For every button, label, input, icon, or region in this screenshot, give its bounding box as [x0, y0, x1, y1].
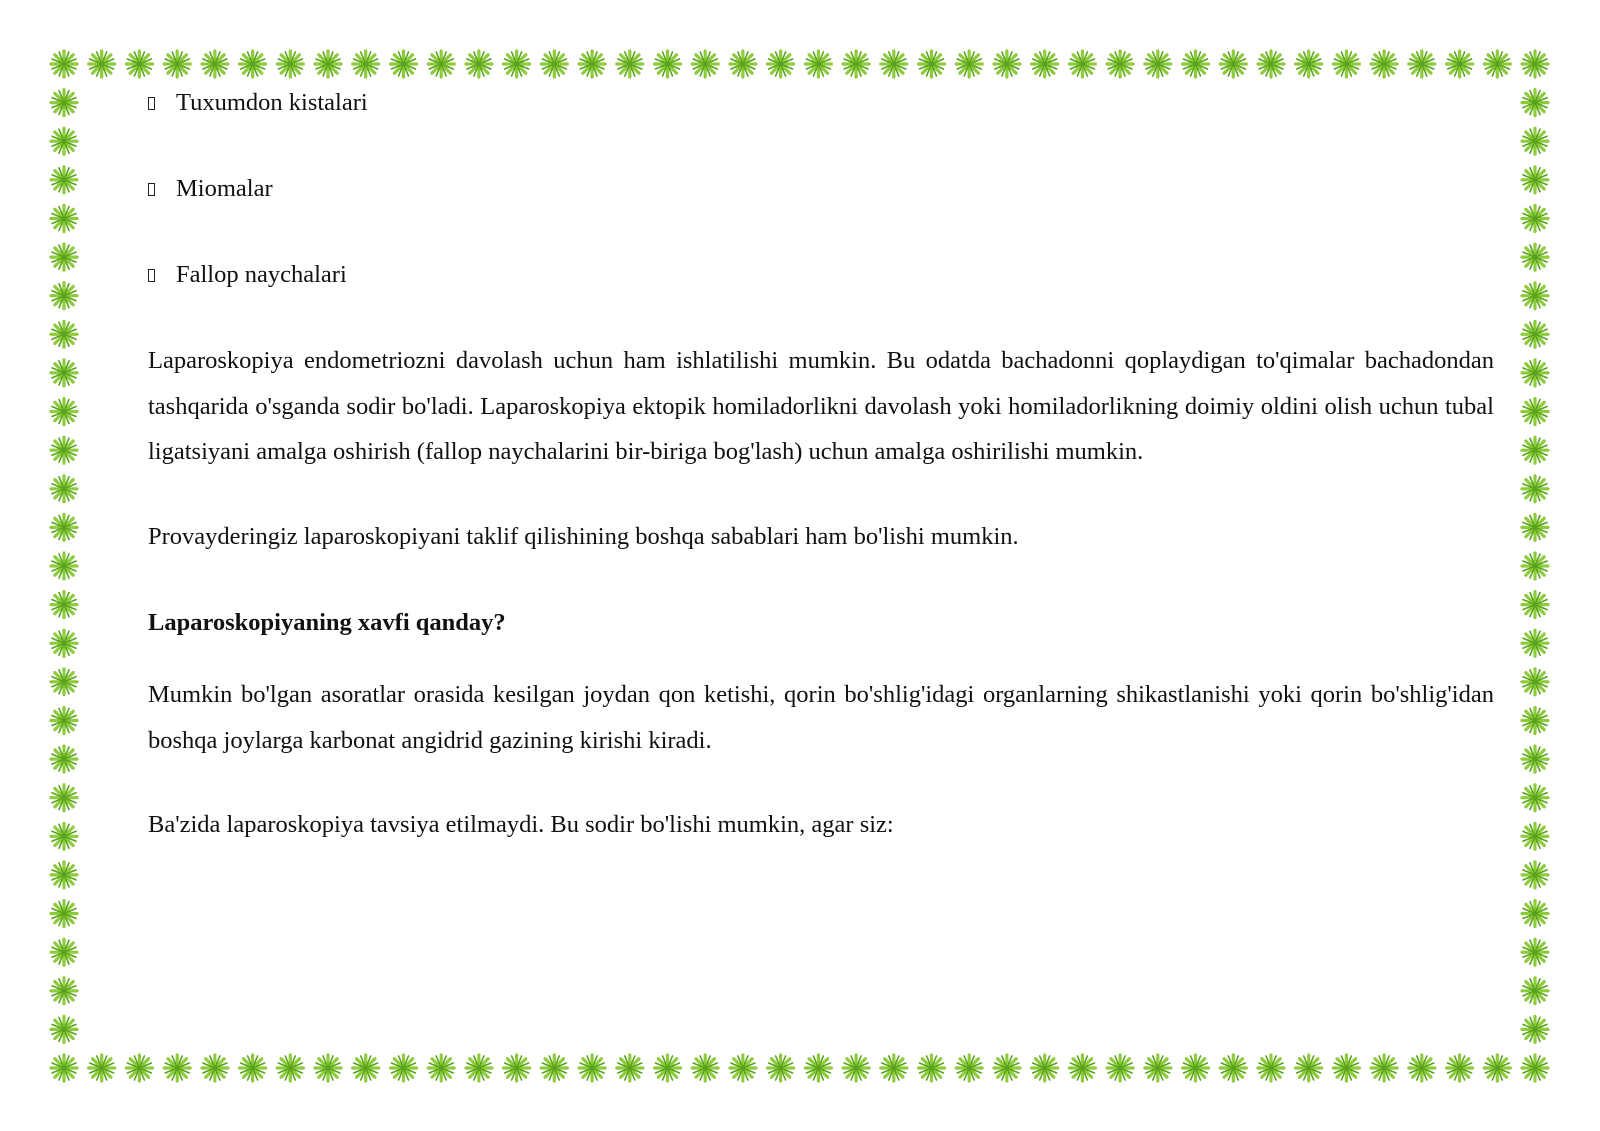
green-starburst-icon: [1409, 51, 1435, 77]
green-starburst-icon: [1484, 1055, 1510, 1081]
paragraph-endometriosis: Laparoskopiya endometriozni davolash uchun ham ishlatilishi mumkin. Bu odatda bachadonni qoplaydigan to'qimalar bachadondan tashqarida o'sganda sodir bo'ladi. Laparoskopiya ektopik homiladorlikni davolash yoki homiladorlikning doimiy oldini olish uchun tubal ligatsiyani amalga oshirish (fallop naychalarini bir-biriga bog'lash) uchun amalga oshirilishi mumkin.: [148, 347, 1494, 465]
green-starburst-icon: [805, 51, 831, 77]
bullet-text: Tuxumdon kistalari: [176, 89, 368, 116]
green-starburst-icon: [1296, 1055, 1322, 1081]
green-starburst-icon: [51, 823, 77, 849]
green-starburst-icon: [1522, 823, 1548, 849]
green-starburst-icon: [89, 51, 115, 77]
green-starburst-icon: [202, 51, 228, 77]
green-starburst-icon: [1522, 1055, 1548, 1081]
green-starburst-icon: [391, 51, 417, 77]
green-starburst-icon: [881, 1055, 907, 1081]
green-starburst-icon: [617, 1055, 643, 1081]
document-body: [148, 82, 1494, 848]
green-starburst-icon: [51, 901, 77, 927]
green-starburst-icon: [51, 708, 77, 734]
green-starburst-icon: [1522, 746, 1548, 772]
green-starburst-icon: [353, 51, 379, 77]
green-starburst-icon: [956, 51, 982, 77]
green-starburst-icon: [51, 746, 77, 772]
green-starburst-icon: [1107, 1055, 1133, 1081]
green-starburst-icon: [1409, 1055, 1435, 1081]
green-starburst-icon: [768, 51, 794, 77]
green-starburst-icon: [126, 51, 152, 77]
green-starburst-icon: [843, 51, 869, 77]
green-starburst-icon: [1484, 51, 1510, 77]
green-starburst-icon: [692, 1055, 718, 1081]
green-starburst-icon: [1258, 1055, 1284, 1081]
green-starburst-icon: [51, 167, 77, 193]
green-starburst-icon: [1522, 51, 1548, 77]
green-starburst-icon: [277, 51, 303, 77]
green-starburst-icon: [164, 1055, 190, 1081]
missing-glyph-bullet-icon: [148, 183, 155, 196]
green-starburst-icon: [655, 1055, 681, 1081]
green-starburst-icon: [1522, 592, 1548, 618]
green-starburst-icon: [1220, 51, 1246, 77]
green-starburst-icon: [51, 939, 77, 965]
green-starburst-icon: [428, 51, 454, 77]
green-starburst-icon: [1145, 51, 1171, 77]
green-starburst-icon: [466, 51, 492, 77]
green-starburst-icon: [881, 51, 907, 77]
green-starburst-icon: [51, 283, 77, 309]
green-starburst-icon: [1522, 321, 1548, 347]
bullet-item: [148, 168, 1494, 210]
green-starburst-icon: [51, 592, 77, 618]
green-starburst-icon: [51, 360, 77, 386]
green-starburst-icon: [1522, 90, 1548, 116]
bullet-item: [148, 82, 1494, 124]
green-starburst-icon: [1522, 128, 1548, 154]
green-starburst-icon: [51, 630, 77, 656]
green-starburst-icon: [1032, 51, 1058, 77]
green-starburst-icon: [1032, 1055, 1058, 1081]
green-starburst-icon: [1447, 51, 1473, 77]
bullet-item: [148, 254, 1494, 296]
green-starburst-icon: [51, 206, 77, 232]
paragraph-complications: Mumkin bo'lgan asoratlar orasida kesilgan joydan qon ketishi, qorin bo'shlig'idagi organlarning shikastlanishi yoki qorin bo'shlig'idan boshqa joylarga karbonat angidrid gazining kirishi kiradi.: [148, 681, 1494, 754]
green-starburst-icon: [51, 128, 77, 154]
green-starburst-icon: [1522, 630, 1548, 656]
green-starburst-icon: [504, 51, 530, 77]
green-starburst-icon: [1145, 1055, 1171, 1081]
green-starburst-icon: [919, 51, 945, 77]
green-starburst-icon: [428, 1055, 454, 1081]
green-starburst-icon: [805, 1055, 831, 1081]
green-starburst-icon: [1447, 1055, 1473, 1081]
green-starburst-icon: [919, 1055, 945, 1081]
section-heading-risks: Laparoskopiyaning xavfi qanday?: [148, 609, 506, 636]
green-starburst-icon: [843, 1055, 869, 1081]
green-starburst-icon: [730, 1055, 756, 1081]
green-starburst-icon: [51, 669, 77, 695]
green-starburst-icon: [51, 514, 77, 540]
green-starburst-icon: [51, 553, 77, 579]
green-starburst-icon: [1522, 862, 1548, 888]
green-starburst-icon: [1296, 51, 1322, 77]
green-starburst-icon: [51, 1055, 77, 1081]
green-starburst-icon: [1522, 167, 1548, 193]
green-starburst-icon: [466, 1055, 492, 1081]
green-starburst-icon: [51, 51, 77, 77]
green-starburst-icon: [1522, 901, 1548, 927]
green-starburst-icon: [994, 51, 1020, 77]
green-starburst-icon: [504, 1055, 530, 1081]
green-starburst-icon: [994, 1055, 1020, 1081]
missing-glyph-bullet-icon: [148, 269, 155, 282]
green-starburst-icon: [1522, 360, 1548, 386]
green-starburst-icon: [1333, 51, 1359, 77]
green-starburst-icon: [51, 1016, 77, 1042]
green-starburst-icon: [1183, 1055, 1209, 1081]
green-starburst-icon: [51, 90, 77, 116]
green-starburst-icon: [768, 1055, 794, 1081]
green-starburst-icon: [164, 51, 190, 77]
green-starburst-icon: [1522, 708, 1548, 734]
green-starburst-icon: [1522, 206, 1548, 232]
green-starburst-icon: [240, 1055, 266, 1081]
green-starburst-icon: [617, 51, 643, 77]
green-starburst-icon: [51, 476, 77, 502]
green-starburst-icon: [1107, 51, 1133, 77]
green-starburst-icon: [1522, 514, 1548, 540]
green-starburst-icon: [1522, 1016, 1548, 1042]
green-starburst-icon: [1333, 1055, 1359, 1081]
green-starburst-icon: [541, 51, 567, 77]
green-starburst-icon: [1522, 399, 1548, 425]
green-starburst-icon: [315, 1055, 341, 1081]
green-starburst-icon: [240, 51, 266, 77]
green-starburst-icon: [1522, 785, 1548, 811]
bullet-text: Fallop naychalari: [176, 261, 347, 288]
green-starburst-icon: [89, 1055, 115, 1081]
green-starburst-icon: [353, 1055, 379, 1081]
green-starburst-icon: [956, 1055, 982, 1081]
green-starburst-icon: [1522, 476, 1548, 502]
paragraph-not-recommended: Ba'zida laparoskopiya tavsiya etilmaydi. Bu sodir bo'lishi mumkin, agar siz:: [148, 811, 894, 838]
green-starburst-icon: [1522, 244, 1548, 270]
green-starburst-icon: [1371, 1055, 1397, 1081]
green-starburst-icon: [51, 437, 77, 463]
green-starburst-icon: [1522, 553, 1548, 579]
green-starburst-icon: [315, 51, 341, 77]
green-starburst-icon: [51, 978, 77, 1004]
green-starburst-icon: [1522, 283, 1548, 309]
green-starburst-icon: [1522, 939, 1548, 965]
green-starburst-icon: [202, 1055, 228, 1081]
green-starburst-icon: [1522, 669, 1548, 695]
green-starburst-icon: [51, 399, 77, 425]
green-starburst-icon: [1183, 51, 1209, 77]
green-starburst-icon: [1522, 437, 1548, 463]
green-starburst-icon: [692, 51, 718, 77]
missing-glyph-bullet-icon: [148, 97, 155, 110]
green-starburst-icon: [1258, 51, 1284, 77]
green-starburst-icon: [579, 51, 605, 77]
green-starburst-icon: [1371, 51, 1397, 77]
bullet-text: Miomalar: [176, 175, 273, 202]
green-starburst-icon: [391, 1055, 417, 1081]
green-starburst-icon: [126, 1055, 152, 1081]
green-starburst-icon: [730, 51, 756, 77]
green-starburst-icon: [51, 785, 77, 811]
green-starburst-icon: [655, 51, 681, 77]
green-starburst-icon: [277, 1055, 303, 1081]
green-starburst-icon: [51, 862, 77, 888]
green-starburst-icon: [541, 1055, 567, 1081]
green-starburst-icon: [579, 1055, 605, 1081]
paragraph-other-reasons: Provayderingiz laparoskopiyani taklif qilishining boshqa sabablari ham bo'lishi mumkin.: [148, 522, 1019, 550]
green-starburst-icon: [1069, 51, 1095, 77]
green-starburst-icon: [1220, 1055, 1246, 1081]
green-starburst-icon: [51, 321, 77, 347]
green-starburst-icon: [1522, 978, 1548, 1004]
green-starburst-icon: [1069, 1055, 1095, 1081]
green-starburst-icon: [51, 244, 77, 270]
